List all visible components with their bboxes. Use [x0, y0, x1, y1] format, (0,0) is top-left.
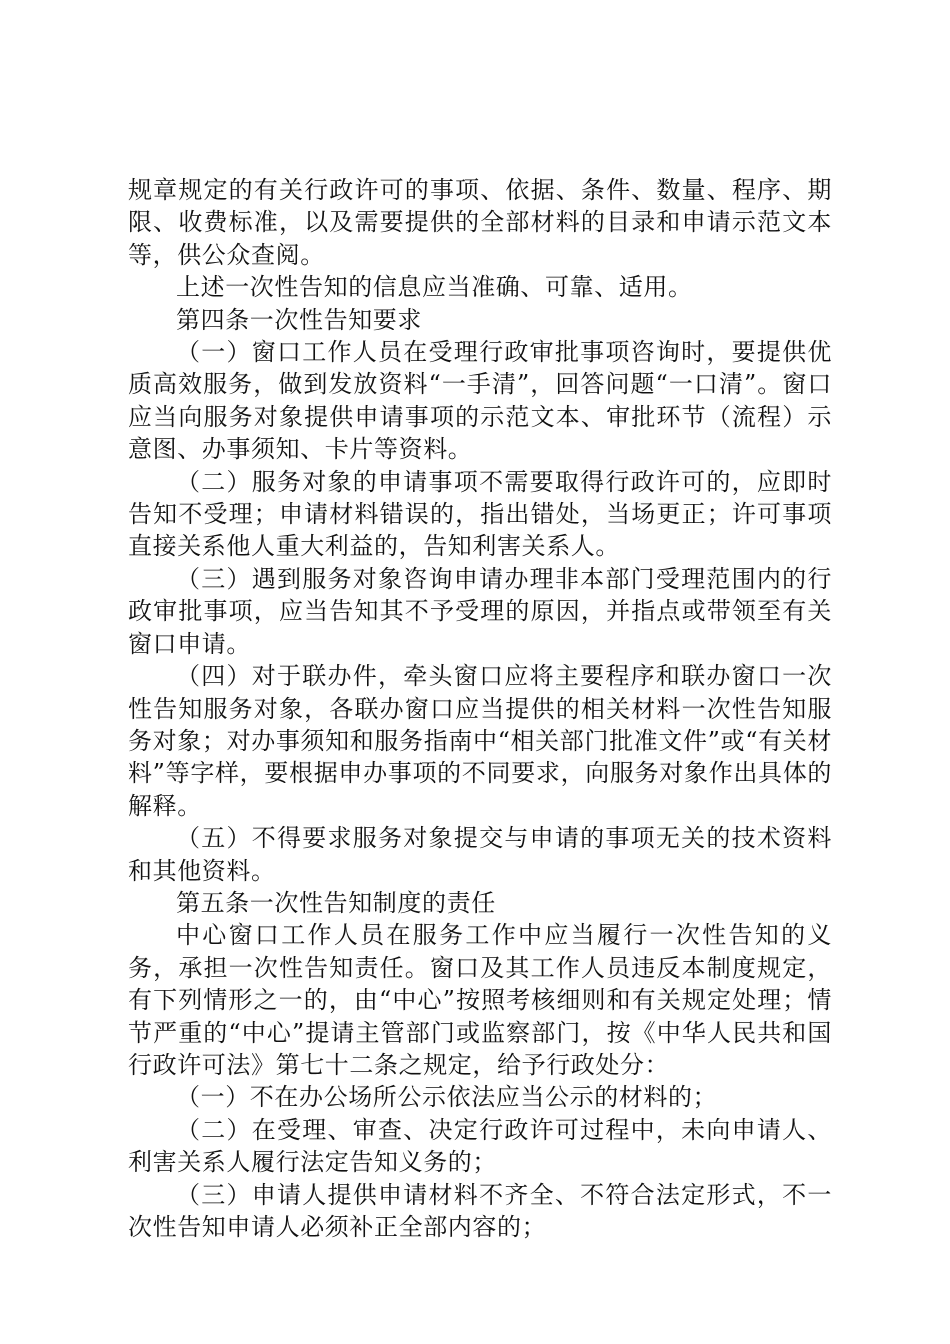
paragraph-article-4-item-4: （四）对于联办件，牵头窗口应将主要程序和联办窗口一次性告知服务对象，各联办窗口应当提供的相关材料一次性告知服务对象；对办事须知和服务指南中“相关部门批准文件”或“有关材料”等字样，要根据申办事项的不同要求，向服务对象作出具体的解释。 — [128, 662, 832, 820]
paragraph-article-5-item-2: （二）在受理、审查、决定行政许可过程中，未向申请人、利害关系人履行法定告知义务的； — [128, 1115, 832, 1177]
paragraph-article-5-intro: 中心窗口工作人员在服务工作中应当履行一次性告知的义务，承担一次性告知责任。窗口及其工作人员违反本制度规定，有下列情形之一的，由“中心”按照考核细则和有关规定处理；情节严重的“中心”提请主管部门或监察部门，按《中华人民共和国行政许可法》第七十二条之规定，给予行政处分： — [128, 921, 832, 1079]
paragraph-article-5-item-1: （一）不在办公场所公示依法应当公示的材料的； — [176, 1083, 718, 1112]
section-heading-article-4: 第四条一次性告知要求 — [176, 305, 422, 334]
paragraph-article-4-item-3: （三）遇到服务对象咨询申请办理非本部门受理范围内的行政审批事项，应当告知其不予受理的原因，并指点或带领至有关窗口申请。 — [128, 564, 832, 658]
paragraph-2: 上述一次性告知的信息应当准确、可靠、适用。 — [176, 273, 693, 302]
paragraph-1: 规章规定的有关行政许可的事项、依据、条件、数量、程序、期限、收费标准，以及需要提供的全部材料的目录和申请示范文本等，供公众查阅。 — [128, 176, 832, 269]
document-body — [128, 174, 832, 1243]
section-heading-article-5: 第五条一次性告知制度的责任 — [176, 888, 496, 917]
paragraph-article-4-item-1: （一）窗口工作人员在受理行政审批事项咨询时，要提供优质高效服务，做到发放资料“一手清”，回答问题“一口清”。窗口应当向服务对象提供申请事项的示范文本、审批环节（流程）示意图、办事须知、卡片等资料。 — [128, 338, 832, 464]
paragraph-article-4-item-2: （二）服务对象的申请事项不需要取得行政许可的，应即时告知不受理；申请材料错误的，指出错处，当场更正；许可事项直接关系他人重大利益的，告知利害关系人。 — [128, 467, 832, 561]
paragraph-article-5-item-3: （三）申请人提供申请材料不齐全、不符合法定形式，不一次性告知申请人必须补正全部内容的； — [128, 1180, 832, 1241]
paragraph-article-4-item-5: （五）不得要求服务对象提交与申请的事项无关的技术资料和其他资料。 — [128, 824, 832, 885]
